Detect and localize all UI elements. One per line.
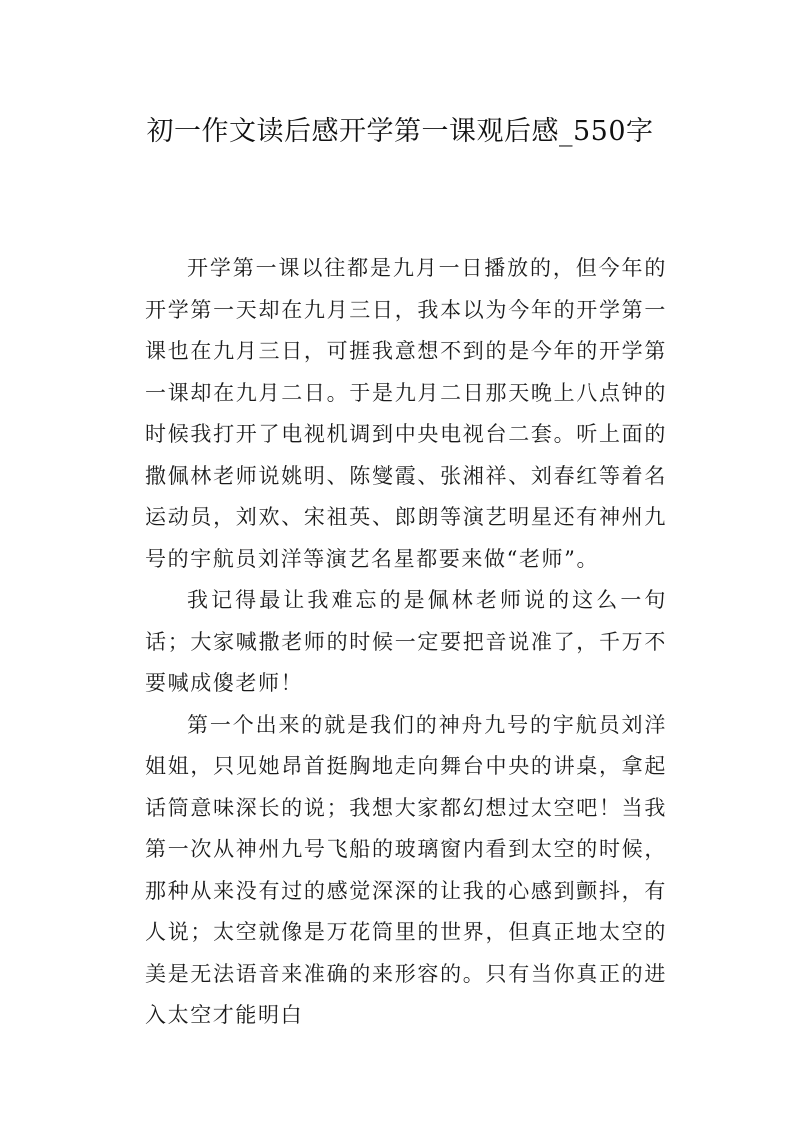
paragraph: 开学第一课以往都是九月一日播放的，但今年的开学第一天却在九月三日，我本以为今年的开学第一课也在九月三日，可捱我意想不到的是今年的开学第一课却在九月二日。于是九月二日那天晚上八点钟的时候我打开了电视机调到中央电视台二套。听上面的撒佩林老师说姚明、陈燮霞、张湘祥、刘春红等着名运动员，刘欢、宋祖英、郎朗等演艺明星还有神州九号的宇航员刘洋等演艺名星都要来做“老师”。 bbox=[145, 256, 667, 571]
document-title: 初一作文读后感开学第一课观后感_550字 bbox=[146, 116, 654, 147]
paragraph: 第一个出来的就是我们的神舟九号的宇航员刘洋姐姐，只见她昂首挺胸地走向舞台中央的讲桌，拿起话筒意味深长的说；我想大家都幻想过太空吧！当我第一次从神州九号飞船的玻璃窗内看到太空的时候，那种从来没有过的感觉深深的让我的心感到颤抖，有人说；太空就像是万花筒里的世界，但真正地太空的美是无法语音来准确的来形容的。只有当你真正的进入太空才能明白 bbox=[145, 712, 667, 1027]
document-body bbox=[145, 248, 667, 1037]
paragraph: 我记得最让我难忘的是佩林老师说的这么一句话；大家喊撒老师的时候一定要把音说准了，千万不要喊成傻老师！ bbox=[145, 588, 667, 695]
